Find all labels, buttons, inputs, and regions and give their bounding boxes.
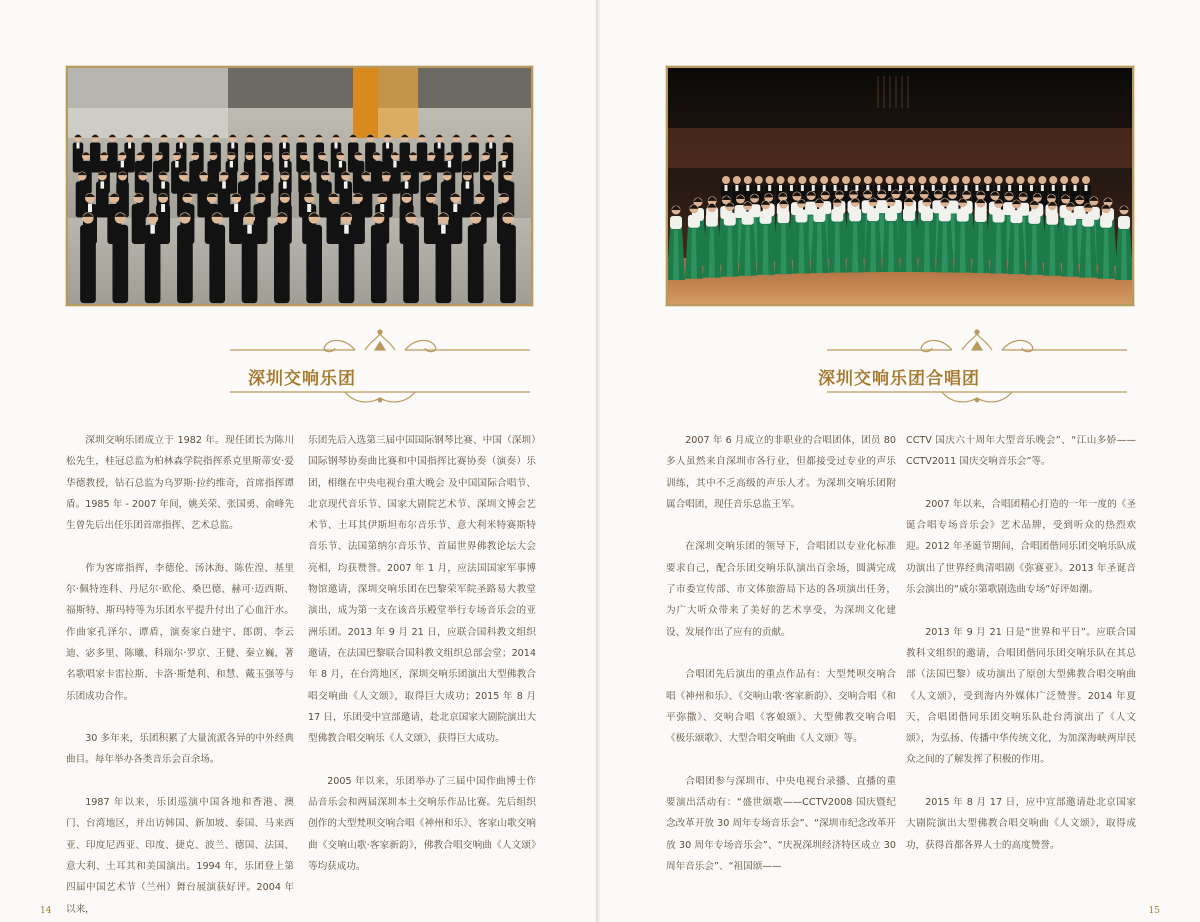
paragraph: 2005 年以来，乐团举办了三届中国作曲博士作品音乐会和两届深圳本土交响乐作品比赛。先后组织创作的大型梵呗交响合唱《神州和乐》、客家山歌交响曲《交响山歌·客家新韵》，佛教合唱交响曲《人文颂》等均获成功。 (308, 775, 536, 872)
paragraph: 合唱团先后演出的重点作品有：大型梵呗交响合唱《神州和乐》、《交响山歌·客家新韵》、交响合唱《和平弥撒》、交响合唱《客娘颂》、大型佛教交响合唱《极乐颂歌》、大型合唱交响曲《人文颂》等。 (666, 669, 896, 745)
title-ornament-bottom (822, 388, 1132, 408)
person-figure (306, 212, 322, 303)
orchestra-title: 深圳交响乐团 (248, 369, 356, 389)
paragraph: CCTV 国庆六十周年大型音乐晚会”、“江山多娇——CCTV2011 国庆交响音乐会”等。 (906, 435, 1136, 468)
paragraph: 2013 年 9 月 21 日是“世界和平日”。应联合国教科文组织的邀请，合唱团偕同乐团交响乐队在其总部（法国巴黎）成功演出了原创大型佛教合唱交响曲《人文颂》，受到海内外媒体广泛赞誉。2014 年夏天，合唱团偕同乐团交响乐队赴台湾演出了《人文颂》，为弘扬、传播中华传统文化，为加深海峡两岸民众之间的了解发挥了积极的作用。 (906, 626, 1136, 766)
choir-title: 深圳交响乐团合唱团 (818, 369, 980, 389)
person-figure (242, 212, 258, 303)
person-figure (371, 212, 387, 303)
choir-photo (666, 66, 1134, 306)
choir-photo-image (668, 68, 1132, 304)
left-page (0, 0, 598, 922)
orchestra-text-column-1 (66, 430, 294, 920)
person-figure (274, 212, 290, 303)
page-number: 15 (1148, 906, 1160, 916)
person-figure (468, 212, 484, 303)
paragraph: 合唱团参与深圳市、中央电视台录播、直播的重要演出活动有：“盛世颂歌——CCTV2008 国庆暨纪念改革开放 30 周年专场音乐会”、“深圳市纪念改革开放 30 周年专场音乐会”、“庆祝深圳经济特区成立 30 周年音乐会”、“祖国颂—— (666, 775, 896, 872)
person-figure (112, 212, 128, 303)
person-figure (145, 212, 161, 303)
paragraph: 作为客席指挥，李德伦、汤沐海、陈佐湟、基里尔·佩特连科、丹尼尔·欧伦、桑巴德、赫可·迈西斯、福斯特、斯玛特等为乐团水平提升付出了心血汗水。作曲家孔泽尔、谭盾，演奏家白建宇、郎朗、李云迪、宓多里、陈曦、科瑞尔·罗京、王健、秦立巍，著名歌唱家卡雷拉斯、卡洛·斯楚利、和慧、戴玉强等与乐团成功合作。 (66, 562, 294, 702)
choir-text-column-1 (666, 430, 896, 877)
person-figure (339, 212, 355, 303)
page-number: 14 (40, 906, 52, 916)
paragraph: 在深圳交响乐团的领导下，合唱团以专业化标准要求自己，配合乐团交响乐队演出百余场，圆满完成了市委宣传部、市文体旅游局下达的各项演出任务，为广大听众带来了美好的艺术享受，为深圳文化建设、发展作出了应有的贡献。 (666, 541, 896, 638)
paragraph: 1987 年以来，乐团巡演中国各地和香港、澳门、台湾地区，并出访韩国、新加坡、泰国、马来西亚、印度尼西亚、印度、捷克、波兰、德国、法国、意大利、土耳其和美国演出。1994 年，乐团登上第四届中国艺术节（兰州）舞台展演获好评。2004 年以来， (66, 797, 294, 915)
person-figure (500, 212, 516, 303)
paragraph: 2015 年 8 月 17 日，应中宣部邀请赴北京国家大剧院演出大型佛教合唱交响曲《人文颂》，取得成功，获得首都各界人士的高度赞誉。 (906, 797, 1136, 851)
orchestra-photo-image (68, 68, 531, 304)
person-figure (403, 212, 419, 303)
paragraph: 深圳交响乐团成立于 1982 年。现任团长为陈川松先生，桂冠总监为柏林森学院指挥系克里斯蒂安·爱华德教授，钻石总监为乌罗斯·拉约维奇，首席指挥谭盾。1985 年 - 2007 年间，姚关荣、张国勇、俞峰先生曾先后出任乐团首席指挥、艺术总监。 (66, 435, 294, 532)
right-page (600, 0, 1200, 922)
choir-text-column-2 (906, 430, 1136, 856)
title-ornament-top (822, 328, 1132, 358)
paragraph: 2007 年以来，合唱团精心打造的一年一度的《圣诞合唱专场音乐会》艺术品牌，受到听众的热烈欢迎。2012 年圣诞节期间，合唱团偕同乐团交响乐队成功演出了世界经典清唱剧《弥赛亚》。2013 年圣诞音乐会演出的“威尔第歌剧选曲专场”好评如潮。 (906, 498, 1136, 596)
orchestra-photo (66, 66, 533, 306)
person-figure (177, 212, 193, 303)
paragraph: 30 多年来，乐团积累了大量流派各异的中外经典曲目。每年举办各类音乐会百余场。 (66, 733, 294, 766)
title-ornament-bottom (225, 388, 535, 408)
person-figure (436, 212, 452, 303)
person-figure (209, 212, 225, 303)
title-ornament-top (225, 328, 535, 358)
orchestra-text-column-2 (308, 430, 536, 877)
paragraph: 乐团先后入选第三届中国国际钢琴比赛、中国（深圳）国际钢琴协奏曲比赛和中国指挥比赛协奏（演奏）乐团，相继在中央电视台重大晚会 及中国国际合唱节、北京现代音乐节、国家大剧院艺术节、深圳文博会艺术节、土耳其伊斯坦布尔音乐节、意大利米特赛斯特音乐节、法国第纳尔音乐节、首届世界佛教论坛大会亮相，均获赞誉。2007 年 1 月，应法国国家军事博物馆邀请，深圳交响乐团在巴黎荣军院圣路易大教堂演出，成为第一支在该音乐殿堂举行专场音乐会的亚洲乐团。2013 年 9 月 21 日，应联合国科教文组织邀请，在法国巴黎联合国科教文组织总部会堂；2014 年 8 月，在台湾地区，深圳交响乐团演出大型佛教合唱交响曲《人文颂》，取得巨大成功；2015 年 8 月 17 日，乐团受中宣部邀请，赴北京国家大剧院演出大型佛教合唱交响乐《人文颂》，获得巨大成功。 (308, 435, 536, 745)
person-figure (80, 212, 96, 303)
paragraph: 2007 年 6 月成立的非职业的合唱团体，团员 80 多人虽然来自深圳市各行业，但都接受过专业的声乐训练，其中不乏高级的声乐人才。为深圳交响乐团附属合唱团，现任音乐总监王军。 (666, 435, 896, 510)
